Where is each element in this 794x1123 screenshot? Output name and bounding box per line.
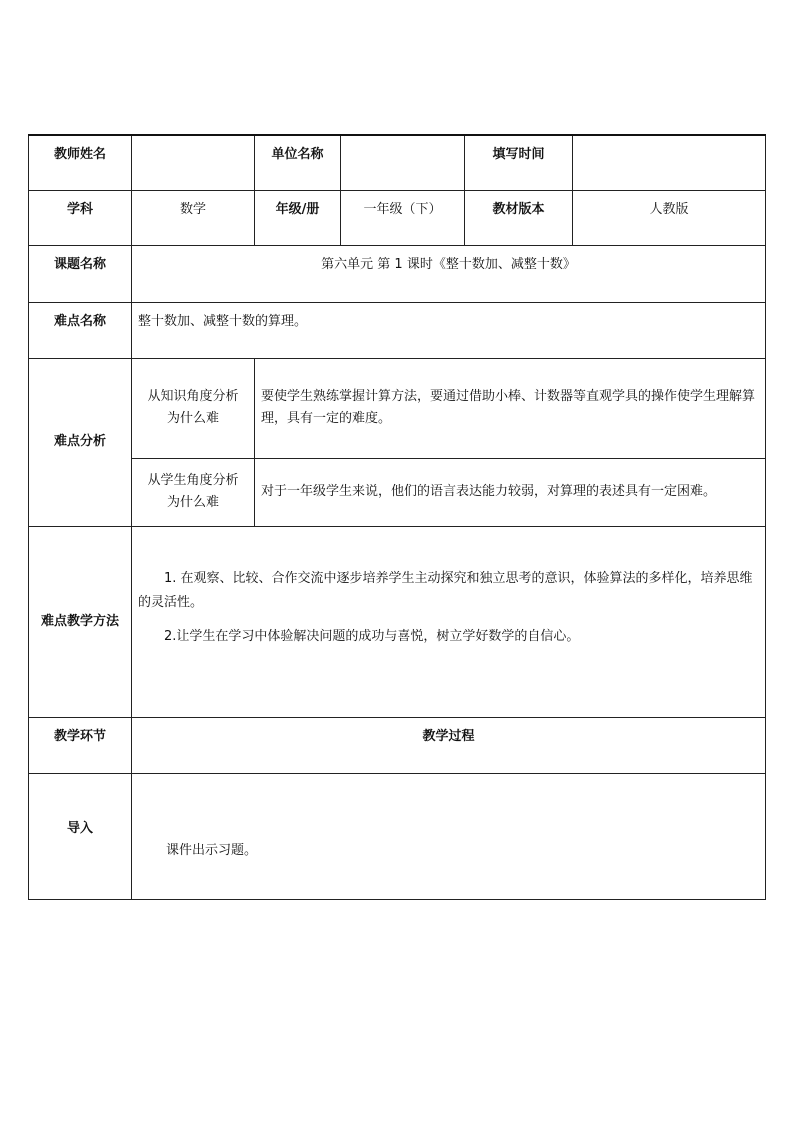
unit-name-value xyxy=(341,135,465,190)
knowledge-angle-label xyxy=(132,358,255,458)
knowledge-angle-label-line1: 从知识角度分析 xyxy=(147,389,239,404)
student-angle-label-line2: 为什么难 xyxy=(166,495,219,510)
subject-value: 数学 xyxy=(132,190,255,245)
knowledge-angle-text: 要使学生熟练掌握计算方法，要通过借助小棒、计数器等直观学具的操作使学生理解算理，具有一定的难度。 xyxy=(255,358,766,458)
fill-time-value xyxy=(573,135,766,190)
student-angle-label-line1: 从学生角度分析 xyxy=(147,473,239,488)
analysis-row-knowledge xyxy=(29,358,766,458)
teacher-name-value xyxy=(132,135,255,190)
info-row-1 xyxy=(29,135,766,190)
method-label: 难点教学方法 xyxy=(29,526,132,717)
analysis-row-student xyxy=(29,458,766,526)
analysis-label: 难点分析 xyxy=(29,358,132,526)
lesson-title: 第六单元 第 1 课时《整十数加、减整十数》 xyxy=(132,245,766,302)
intro-label: 导入 xyxy=(29,773,132,899)
intro-row xyxy=(29,773,766,899)
method-item-1: 1. 在观察、比较、合作交流中逐步培养学生主动探究和独立思考的意识，体验算法的多样化，培养思维的灵活性。 xyxy=(138,570,753,610)
process-header-label: 教学过程 xyxy=(132,717,766,773)
lesson-label: 课题名称 xyxy=(29,245,132,302)
info-row-2 xyxy=(29,190,766,245)
knowledge-angle-label-line2: 为什么难 xyxy=(166,411,219,426)
edition-label: 教材版本 xyxy=(465,190,573,245)
stage-header-label: 教学环节 xyxy=(29,717,132,773)
lesson-plan-table xyxy=(28,134,766,900)
grade-label: 年级/册 xyxy=(255,190,341,245)
grade-value: 一年级（下） xyxy=(341,190,465,245)
student-angle-label xyxy=(132,458,255,526)
method-item-2: 2.让学生在学习中体验解决问题的成功与喜悦，树立学好数学的自信心。 xyxy=(164,628,580,644)
process-header-row xyxy=(29,717,766,773)
difficulty-row xyxy=(29,302,766,358)
edition-value: 人教版 xyxy=(573,190,766,245)
intro-text: 课件出示习题。 xyxy=(132,773,766,899)
student-angle-text: 对于一年级学生来说，他们的语言表达能力较弱，对算理的表述具有一定困难。 xyxy=(255,458,766,526)
difficulty-label: 难点名称 xyxy=(29,302,132,358)
method-content xyxy=(132,526,766,717)
teacher-name-label: 教师姓名 xyxy=(29,135,132,190)
subject-label: 学科 xyxy=(29,190,132,245)
difficulty-value: 整十数加、减整十数的算理。 xyxy=(132,302,766,358)
method-row xyxy=(29,526,766,717)
fill-time-label: 填写时间 xyxy=(465,135,573,190)
lesson-row xyxy=(29,245,766,302)
unit-name-label: 单位名称 xyxy=(255,135,341,190)
